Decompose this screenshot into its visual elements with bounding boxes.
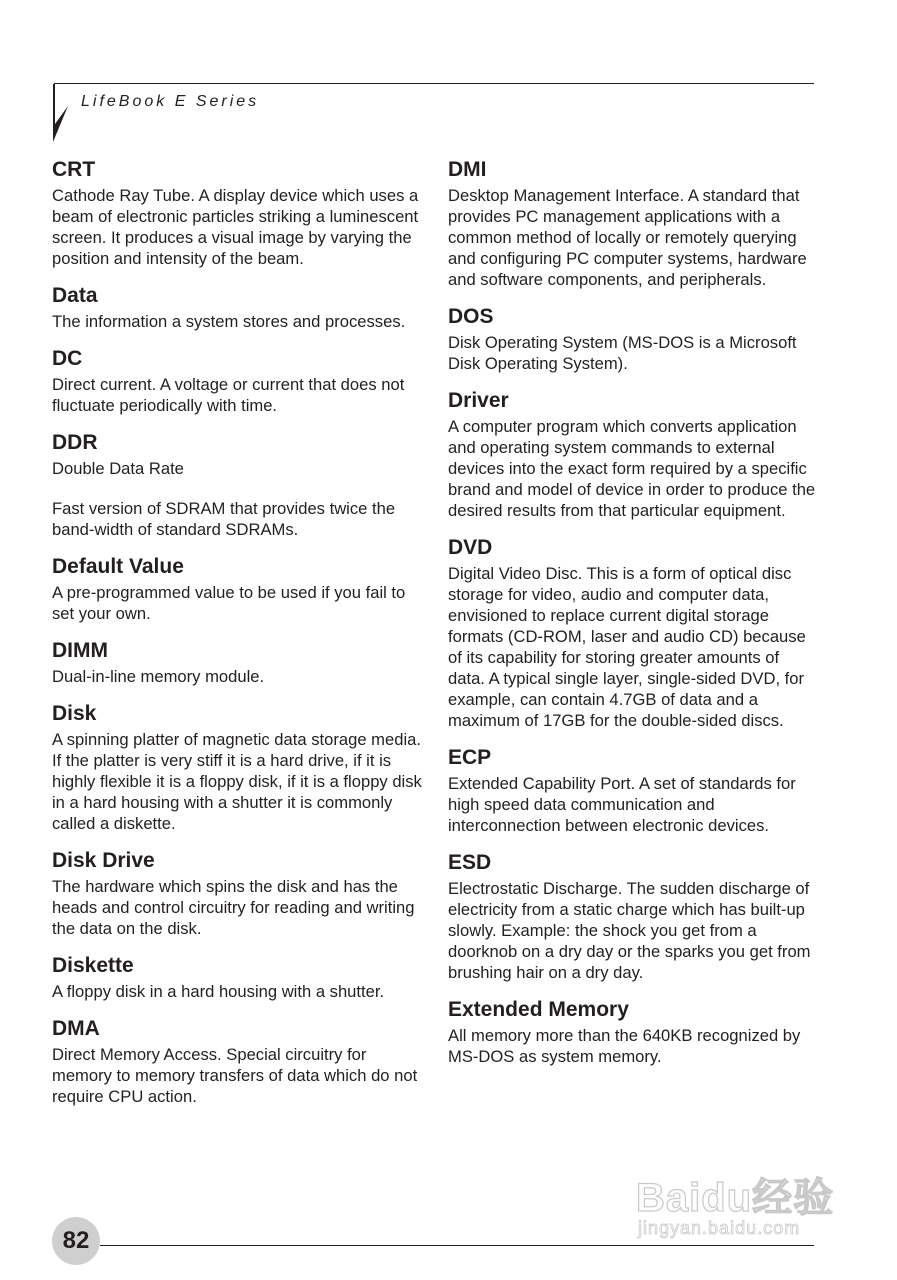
page-number: 82 <box>62 1227 90 1254</box>
glossary-term: Driver <box>448 389 509 412</box>
glossary-entry <box>448 535 818 731</box>
glossary-term: Disk <box>52 702 97 725</box>
glossary-entry <box>52 953 424 1002</box>
glossary-definition: The hardware which spins the disk and has the heads and control circuitry for reading and writing the data on the disk. <box>52 877 415 938</box>
glossary-left-column <box>52 157 424 1121</box>
glossary-definition: Double Data Rate <box>52 459 184 478</box>
glossary-term: Data <box>52 284 98 307</box>
glossary-entry <box>52 701 424 834</box>
glossary-definition: Direct current. A voltage or current that does not fluctuate periodically with time. <box>52 375 405 415</box>
glossary-term: DVD <box>448 536 493 559</box>
glossary-right-column <box>448 157 818 1081</box>
glossary-term: DMI <box>448 158 487 181</box>
glossary-term: ECP <box>448 746 492 769</box>
glossary-entry <box>448 745 818 836</box>
glossary-entry <box>52 638 424 687</box>
running-header-title: LifeBook E Series <box>81 93 260 110</box>
glossary-entry <box>52 283 424 332</box>
glossary-term: DOS <box>448 305 494 328</box>
header-rule <box>54 83 814 84</box>
glossary-definition: The information a system stores and processes. <box>52 312 406 331</box>
glossary-definition: Cathode Ray Tube. A display device which uses a beam of electronic particles striking a luminescent screen. It produces a visual image by varying the position and intensity of the beam. <box>52 186 419 268</box>
glossary-entry <box>448 157 818 290</box>
glossary-term: DIMM <box>52 639 108 662</box>
glossary-entry <box>52 430 424 540</box>
footer-rule <box>100 1245 814 1246</box>
glossary-definition: A pre-programmed value to be used if you fail to set your own. <box>52 583 406 623</box>
glossary-entry <box>52 848 424 939</box>
glossary-term: Diskette <box>52 954 134 977</box>
glossary-definition: A floppy disk in a hard housing with a shutter. <box>52 982 385 1001</box>
glossary-definition: Dual-in-line memory module. <box>52 667 265 686</box>
glossary-definition: Fast version of SDRAM that provides twice the band-width of standard SDRAMs. <box>52 499 396 539</box>
glossary-entry <box>52 346 424 416</box>
glossary-definition: Extended Capability Port. A set of standards for high speed data communication and interconnection between electronic devices. <box>448 774 796 835</box>
glossary-definition: Direct Memory Access. Special circuitry for memory to memory transfers of data which do not require CPU action. <box>52 1045 418 1106</box>
glossary-definition: Digital Video Disc. This is a form of optical disc storage for video, audio and computer data, envisioned to replace current digital storage formats (CD-ROM, laser and audio CD) because of its capability for storing greater amounts of data. A typical single layer, single-sided DVD, for example, can contain 4.7GB of data and a maximum of 17GB for the double-sided discs. <box>448 564 806 730</box>
glossary-definition: Electrostatic Discharge. The sudden discharge of electricity from a static charge which has built-up slowly. Example: the shock you get from a doorknob on a dry day or the sparks you get from brushing hair on a dry day. <box>448 879 811 982</box>
glossary-entry <box>52 157 424 269</box>
glossary-term: Disk Drive <box>52 849 155 872</box>
glossary-entry <box>52 1016 424 1107</box>
glossary-entry <box>448 388 818 521</box>
glossary-definition: Disk Operating System (MS-DOS is a Microsoft Disk Operating System). <box>448 333 797 373</box>
glossary-definition: A spinning platter of magnetic data storage media. If the platter is very stiff it is a hard drive, if it is highly flexible it is a floppy disk, if it is a floppy disk in a hard housing with a shutter it is commonly called a diskette. <box>52 730 422 833</box>
glossary-term: CRT <box>52 158 96 181</box>
glossary-entry <box>448 304 818 374</box>
glossary-definition: A computer program which converts application and operating system commands to external devices into the exact form required by a specific brand and model of device in order to produce the desired results from that particular equipment. <box>448 417 816 520</box>
glossary-entry <box>448 850 818 983</box>
watermark-logo: Baidu经验 <box>636 1176 835 1220</box>
glossary-entry <box>448 997 818 1067</box>
baidu-watermark <box>636 1150 842 1246</box>
glossary-definition: Desktop Management Interface. A standard that provides PC management applications with a common method of locally or remotely querying and configuring PC computer systems, hardware and software components, and peripherals. <box>448 186 807 289</box>
glossary-term: DMA <box>52 1017 100 1040</box>
glossary-term: DDR <box>52 431 98 454</box>
watermark-url: jingyan.baidu.com <box>638 1218 801 1238</box>
glossary-term: Default Value <box>52 555 184 578</box>
glossary-term: DC <box>52 347 83 370</box>
glossary-definition: All memory more than the 640KB recognized by MS-DOS as system memory. <box>448 1026 801 1066</box>
glossary-term: ESD <box>448 851 492 874</box>
glossary-entry <box>52 554 424 624</box>
header-wedge-mark <box>53 84 68 142</box>
glossary-term: Extended Memory <box>448 998 629 1021</box>
